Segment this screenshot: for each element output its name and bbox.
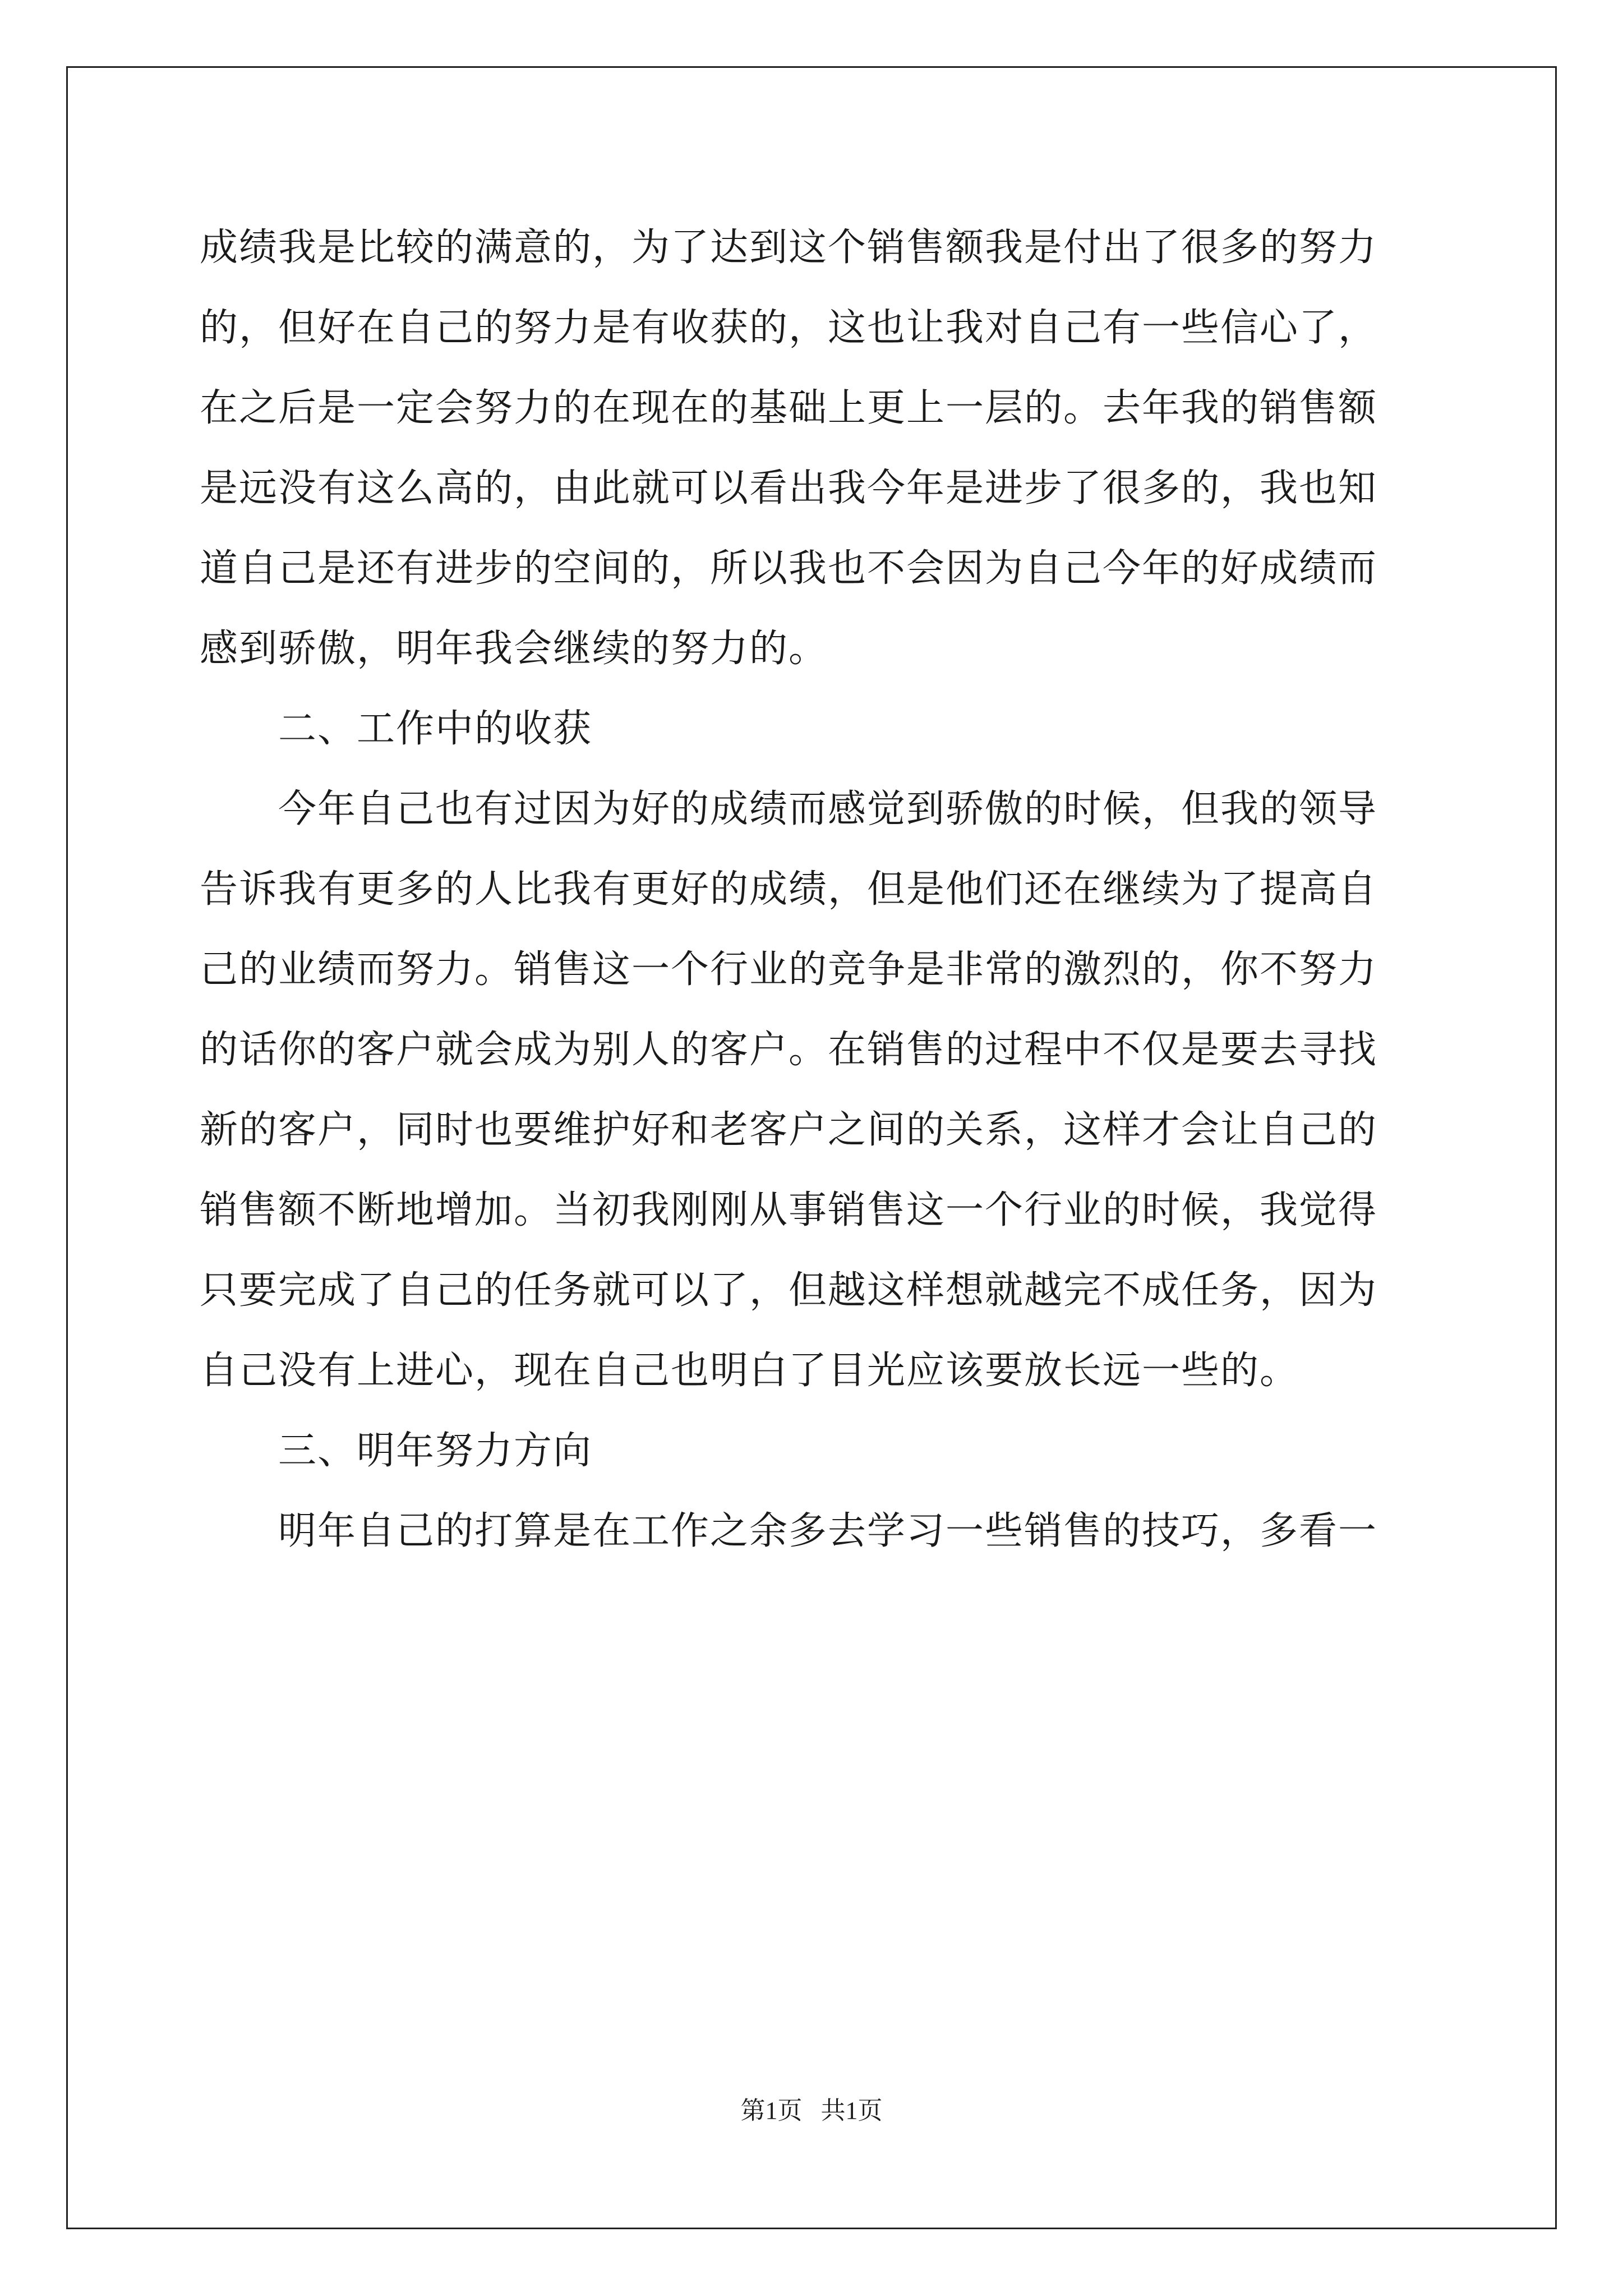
paragraph-line: 己的业绩而努力。销售这一个行业的竞争是非常的激烈的，你不努力 [200,947,1378,992]
paragraph-line: 是远没有这么高的，由此就可以看出我今年是进步了很多的，我也知 [200,466,1378,510]
paragraph-line: 明年自己的打算是在工作之余多去学习一些销售的技巧，多看一 [278,1509,1378,1553]
paragraph-line: 成绩我是比较的满意的，为了达到这个销售额我是付出了很多的努力 [200,226,1378,270]
paragraph-line: 告诉我有更多的人比我有更好的成绩，但是他们还在继续为了提高自 [200,867,1378,912]
section-heading: 二、工作中的收获 [278,707,593,751]
paragraph-line: 新的客户，同时也要维护好和老客户之间的关系，这样才会让自己的 [200,1108,1378,1152]
paragraph-line: 销售额不断地增加。当初我刚刚从事销售这一个行业的时候，我觉得 [200,1188,1378,1232]
paragraph-line: 在之后是一定会努力的在现在的基础上更上一层的。去年我的销售额 [200,386,1378,430]
page-footer: 第1页 共1页 [740,2097,883,2124]
paragraph-line: 的，但好在自己的努力是有收获的，这也让我对自己有一些信心了， [200,306,1378,350]
paragraph-line: 道自己是还有进步的空间的，所以我也不会因为自己今年的好成绩而 [200,546,1378,591]
paragraph-line: 只要完成了自己的任务就可以了，但越这样想就越完不成任务，因为 [200,1268,1378,1313]
paragraph-line: 今年自己也有过因为好的成绩而感觉到骄傲的时候，但我的领导 [278,787,1378,831]
paragraph-line: 自己没有上进心，现在自己也明白了目光应该要放长远一些的。 [200,1349,1299,1393]
paragraph-line: 感到骄傲，明年我会继续的努力的。 [200,627,828,671]
paragraph-line: 的话你的客户就会成为别人的客户。在销售的过程中不仅是要去寻找 [200,1028,1378,1072]
section-heading: 三、明年努力方向 [278,1429,593,1473]
